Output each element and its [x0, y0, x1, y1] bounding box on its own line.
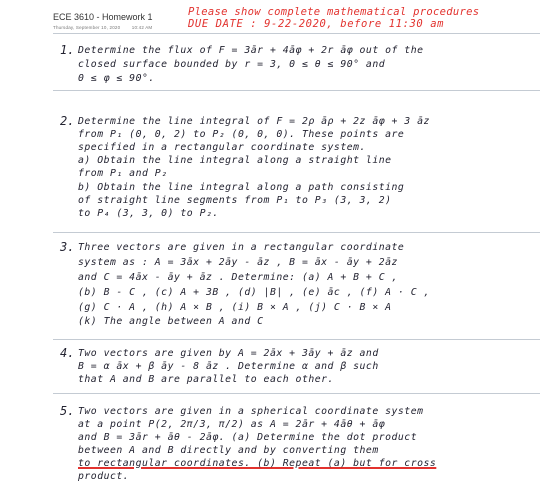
separator-rule — [53, 339, 540, 340]
page-time: 10:42 AM — [131, 25, 153, 30]
problem-line: at a point P(2, 2π/3, π/2) as A = 2ār + 4āθ + āφ — [78, 419, 386, 430]
problem-number: 4. — [60, 346, 75, 360]
problem-line: (b) B - C , (c) A + 3B , (d) |B| , (e) āc , (f) A · C , — [78, 287, 430, 298]
page-date: Thursday, September 10, 2020 — [53, 25, 121, 30]
problem-line: to P₄ (3, 3, 0) to P₂. — [78, 208, 219, 219]
separator-rule — [53, 90, 540, 91]
problem-line: to rectangular coordinates. (b) Repeat (a) but for cross — [78, 458, 437, 469]
note-line-1: Please show complete mathematical procedures — [188, 6, 480, 18]
problem-line: B = α āx + β āy - 8 āz . Determine α and β such — [78, 361, 379, 372]
problem-line: from P₁ (0, 0, 2) to P₂ (0, 0, 0). These points are — [78, 129, 405, 140]
problem-line: specified in a rectangular coordinate system. — [78, 142, 366, 153]
problem-line: that A and B are parallel to each other. — [78, 374, 334, 385]
problem-line: Determine the line integral of F = 2ρ āρ + 2z āφ + 3 āz — [78, 116, 430, 127]
due-date-note — [188, 6, 479, 30]
problem-line: product. — [78, 471, 130, 482]
separator-rule — [53, 393, 540, 394]
problem-line: Two vectors are given by A = 2āx + 3āy + āz and — [78, 348, 379, 359]
problem-line: 0 ≤ φ ≤ 90°. — [78, 73, 155, 84]
problem-number: 3. — [60, 240, 75, 254]
separator-rule — [53, 232, 540, 233]
problem-line: (k) The angle between A and C — [78, 316, 264, 327]
problem-number: 2. — [60, 114, 75, 128]
problem-line: Three vectors are given in a rectangular coordinate — [78, 242, 405, 253]
problem-line: Determine the flux of F = 3ār + 4āφ + 2r āφ out of the — [78, 45, 424, 56]
problem-line: (g) C · A , (h) A × B , (i) B × A , (j) C · B × A — [78, 302, 392, 313]
problem-line: b) Obtain the line integral along a path consisting — [78, 182, 405, 193]
problem-line: closed surface bounded by r = 3, 0 ≤ θ ≤ 90° and — [78, 59, 386, 70]
header-rule — [53, 33, 540, 34]
note-line-2: DUE DATE : 9-22-2020, before 11:30 am — [188, 18, 445, 30]
problem-line: from P₁ and P₂ — [78, 168, 168, 179]
problem-line: system as : A = 3āx + 2āy - āz , B = āx - āy + 2āz — [78, 257, 398, 268]
problem-line: and B = 3ār + āθ - 2āφ. (a) Determine the dot product — [78, 432, 418, 443]
problem-number: 1. — [60, 43, 75, 57]
page-datetime — [53, 25, 162, 30]
page-header — [53, 12, 162, 30]
page-title: ECE 3610 - Homework 1 — [53, 12, 153, 22]
problem-line: and C = 4āx - āy + āz . Determine: (a) A + B + C , — [78, 272, 398, 283]
problem-line: a) Obtain the line integral along a straight line — [78, 155, 392, 166]
problem-line: Two vectors are given in a spherical coordinate system — [78, 406, 424, 417]
problem-line: of straight line segments from P₁ to P₃ (3, 3, 2) — [78, 195, 392, 206]
problem-number: 5. — [60, 404, 75, 418]
problem-line: between A and B directly and by converting them — [78, 445, 379, 456]
